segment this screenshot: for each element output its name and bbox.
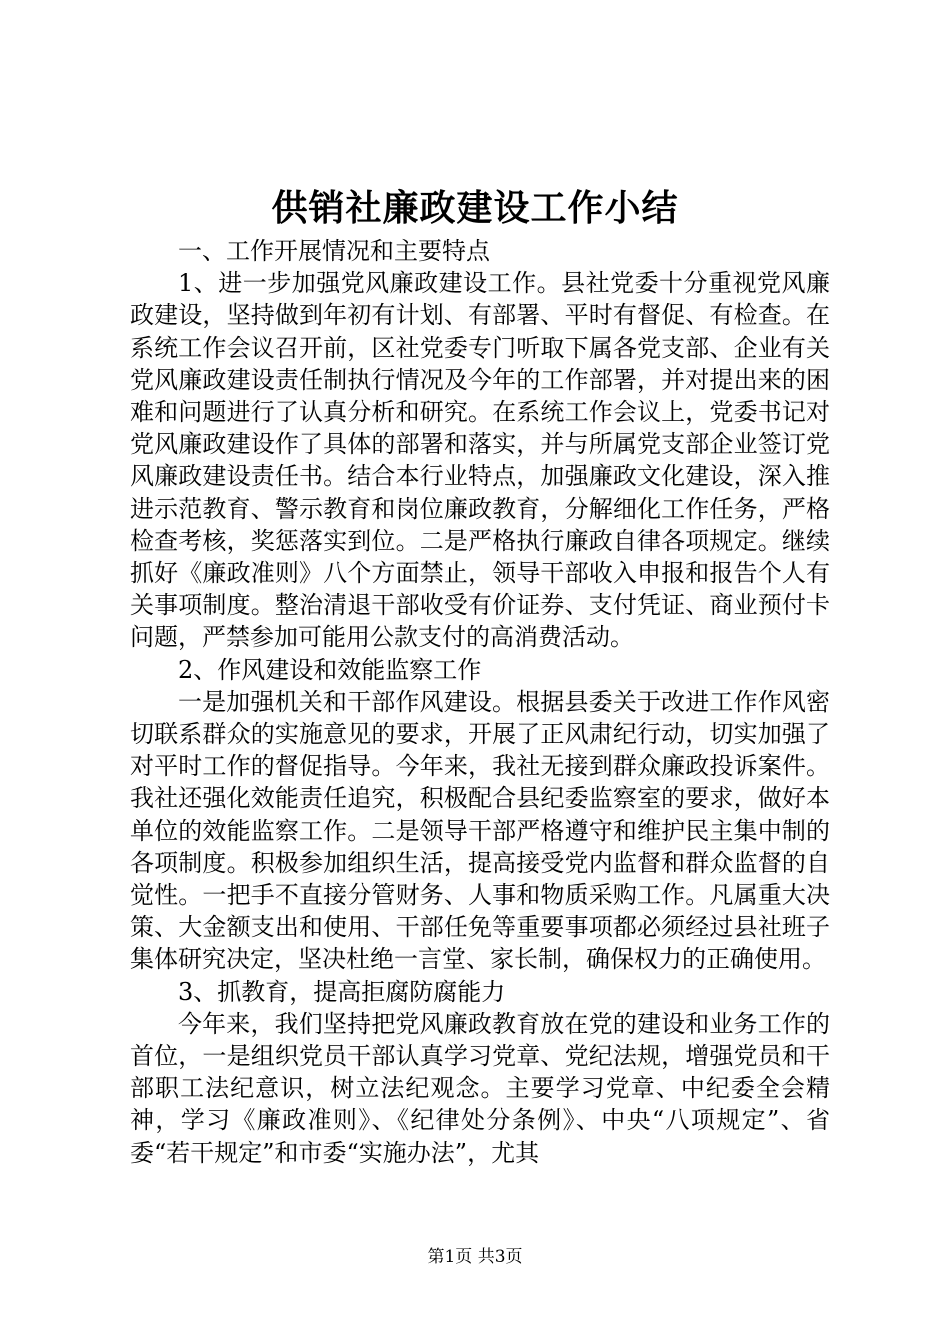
paragraph-3: 今年来，我们坚持把党风廉政教育放在党的建设和业务工作的首位，一是组织党员干部认真学习党章、党纪法规，增强党员和干部职工法纪意识，树立法纪观念。主要学习党章、中纪委全会精神，学习《廉政准则》、《纪律处分条例》、中央“八项规定”、省委“若干规定”和市委“实施办法”，尤其 bbox=[130, 1009, 830, 1167]
section-heading-3: 3、抓教育，提高拒腐防腐能力 bbox=[178, 977, 506, 1006]
paragraph-2: 一是加强机关和干部作风建设。根据县委关于改进工作作风密切联系群众的实施意见的要求，开展了正风肃纪行动，切实加强了对平时工作的督促指导。今年来，我社无接到群众廉政投诉案件。我社还强化效能责任追究，积极配合县纪委监察室的要求，做好本单位的效能监察工作。二是领导干部严格遵守和维护民主集中制的各项制度。积极参加组织生活，提高接受党内监督和群众监督的自觉性。一把手不直接分管财务、人事和物质采购工作。凡属重大决策、大金额支出和使用、干部任免等重要事项都必须经过县社班子集体研究决定，坚决杜绝一言堂、家长制，确保权力的正确使用。 bbox=[130, 687, 830, 974]
document-body bbox=[130, 235, 830, 1169]
paragraph-1: 1、进一步加强党风廉政建设工作。县社党委十分重视党风廉政建设，坚持做到年初有计划、有部署、平时有督促、有检查。在系统工作会议召开前，区社党委专门听取下属各党支部、企业有关党风廉政建设责任制执行情况及今年的工作部署，并对提出来的困难和问题进行了认真分析和研究。在系统工作会议上，党委书记对党风廉政建设作了具体的部署和落实，并与所属党支部企业签订党风廉政建设责任书。结合本行业特点，加强廉政文化建设，深入推进示范教育、警示教育和岗位廉政教育，分解细化工作任务，严格检查考核，奖惩落实到位。二是严格执行廉政自律各项规定。继续抓好《廉政准则》八个方面禁止，领导干部收入申报和报告个人有关事项制度。整治清退干部收受有价证券、支付凭证、商业预付卡问题，严禁参加可能用公款支付的高消费活动。 bbox=[130, 269, 830, 652]
page-footer: 第1页 共3页 bbox=[427, 1247, 523, 1267]
section-heading-1: 一、工作开展情况和主要特点 bbox=[178, 237, 490, 265]
document-title: 供销社廉政建设工作小结 bbox=[271, 187, 679, 229]
section-heading-2: 2、作风建设和效能监察工作 bbox=[178, 655, 482, 684]
